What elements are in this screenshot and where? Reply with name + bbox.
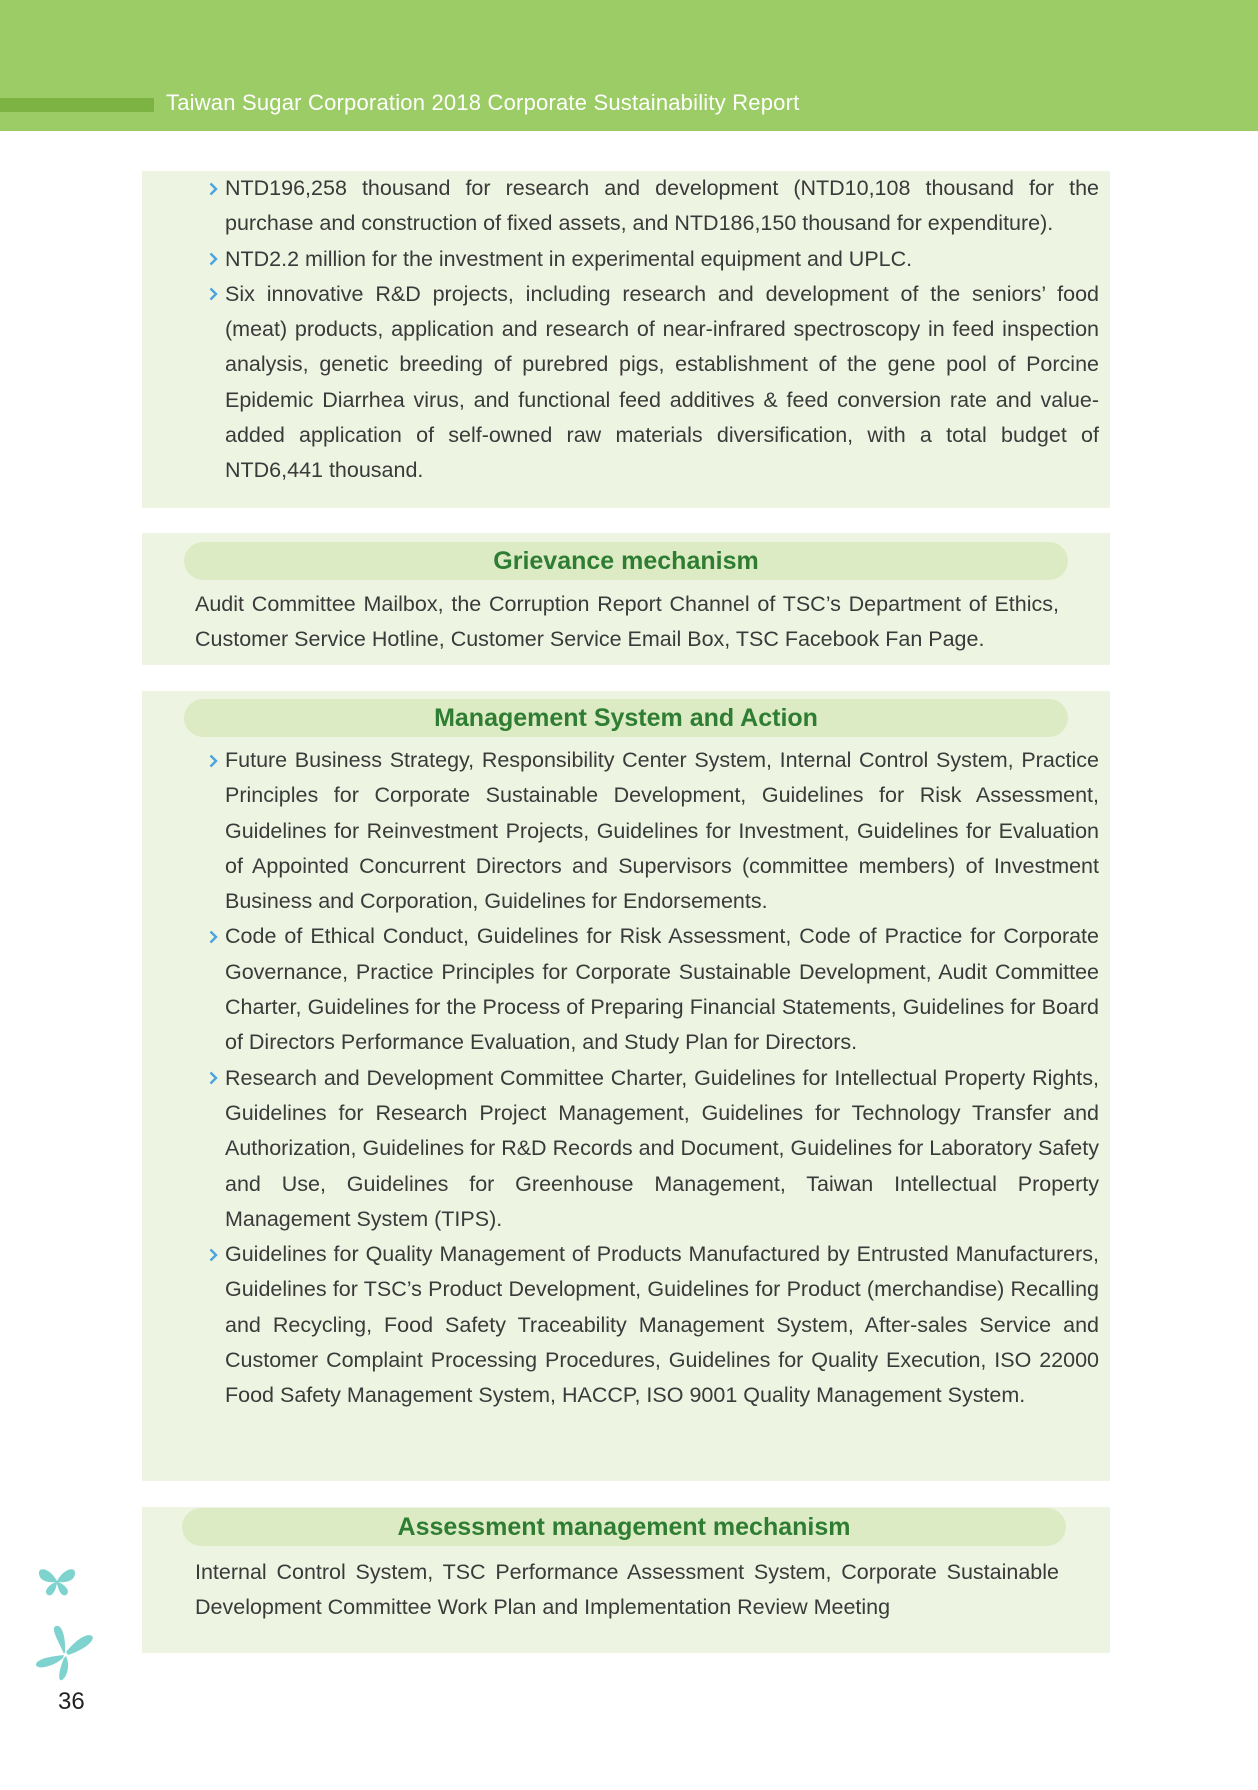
assessment-text: Internal Control System, TSC Performance Assessment System, Corporate Sustainable Development Committee Work Plan and Implementation Review Meeting — [195, 1560, 1059, 1619]
grievance-panel — [142, 533, 1110, 665]
chevron-right-icon — [206, 171, 220, 206]
chevron-right-icon — [206, 919, 220, 954]
rd-investment-list — [225, 171, 1099, 489]
list-item: Guidelines for Quality Management of Products Manufactured by Entrusted Manufacturers, Guidelines for TSC’s Product Development, Guidelines for Product (merchandise) Recalling and Recycling, Food Safety Traceability Management System, After-sales Service and Customer Complaint Processing Procedures, Guidelines for Quality Execution, ISO 22000 Food Safety Management System, HACCP, ISO 9001 Quality Management System. — [225, 1237, 1099, 1413]
butterfly-small-icon — [36, 1564, 78, 1603]
management-list — [225, 743, 1099, 1414]
list-item: NTD196,258 thousand for research and development (NTD10,108 thousand for the purchase and construction of fixed assets, and NTD186,150 thousand for expenditure). — [225, 171, 1099, 242]
page-number: 36 — [58, 1688, 85, 1715]
assessment-panel — [142, 1507, 1110, 1653]
chevron-right-icon — [206, 1237, 220, 1272]
list-item: Six innovative R&D projects, including research and development of the seniors’ food (meat) products, application and research of near-infrared spectroscopy in feed inspection analysis, genetic breeding of purebred pigs, establishment of the gene pool of Porcine Epidemic Diarrhea virus, and functional feed additives & feed conversion rate and value-added application of self-owned raw materials diversification, with a total budget of NTD6,441 thousand. — [225, 277, 1099, 489]
management-panel — [142, 691, 1110, 1481]
list-item: NTD2.2 million for the investment in experimental equipment and UPLC. — [225, 242, 1099, 277]
butterfly-large-icon — [34, 1624, 96, 1687]
header-accent-bar — [0, 98, 154, 112]
chevron-right-icon — [206, 1061, 220, 1096]
chevron-right-icon — [206, 743, 220, 778]
chevron-right-icon — [206, 242, 220, 277]
assessment-heading: Assessment management mechanism — [182, 1508, 1066, 1546]
grievance-heading: Grievance mechanism — [184, 542, 1068, 580]
report-title: Taiwan Sugar Corporation 2018 Corporate Sustainability Report — [166, 90, 800, 115]
rd-investment-panel — [142, 171, 1110, 508]
list-item: Future Business Strategy, Responsibility Center System, Internal Control System, Practice Principles for Corporate Sustainable Development, Guidelines for Risk Assessment, Guidelines for Reinvestment Projects, Guidelines for Investment, Guidelines for Evaluation of Appointed Concurrent Directors and Supervisors (committee members) of Investment Business and Corporation, Guidelines for Endorsements. — [225, 743, 1099, 919]
list-item: Research and Development Committee Charter, Guidelines for Intellectual Property Rights, Guidelines for Research Project Management, Guidelines for Technology Transfer and Authorization, Guidelines for R&D Records and Document, Guidelines for Laboratory Safety and Use, Guidelines for Greenhouse Management, Taiwan Intellectual Property Management System (TIPS). — [225, 1061, 1099, 1237]
management-heading: Management System and Action — [184, 699, 1068, 737]
chevron-right-icon — [206, 277, 220, 312]
list-item: Code of Ethical Conduct, Guidelines for Risk Assessment, Code of Practice for Corporate Governance, Practice Principles for Corporate Sustainable Development, Audit Committee Charter, Guidelines for the Process of Preparing Financial Statements, Guidelines for Board of Directors Performance Evaluation, and Study Plan for Directors. — [225, 919, 1099, 1060]
grievance-text: Audit Committee Mailbox, the Corruption Report Channel of TSC’s Department of Ethics, Customer Service Hotline, Customer Service Email Box, TSC Facebook Fan Page. — [195, 592, 1059, 651]
